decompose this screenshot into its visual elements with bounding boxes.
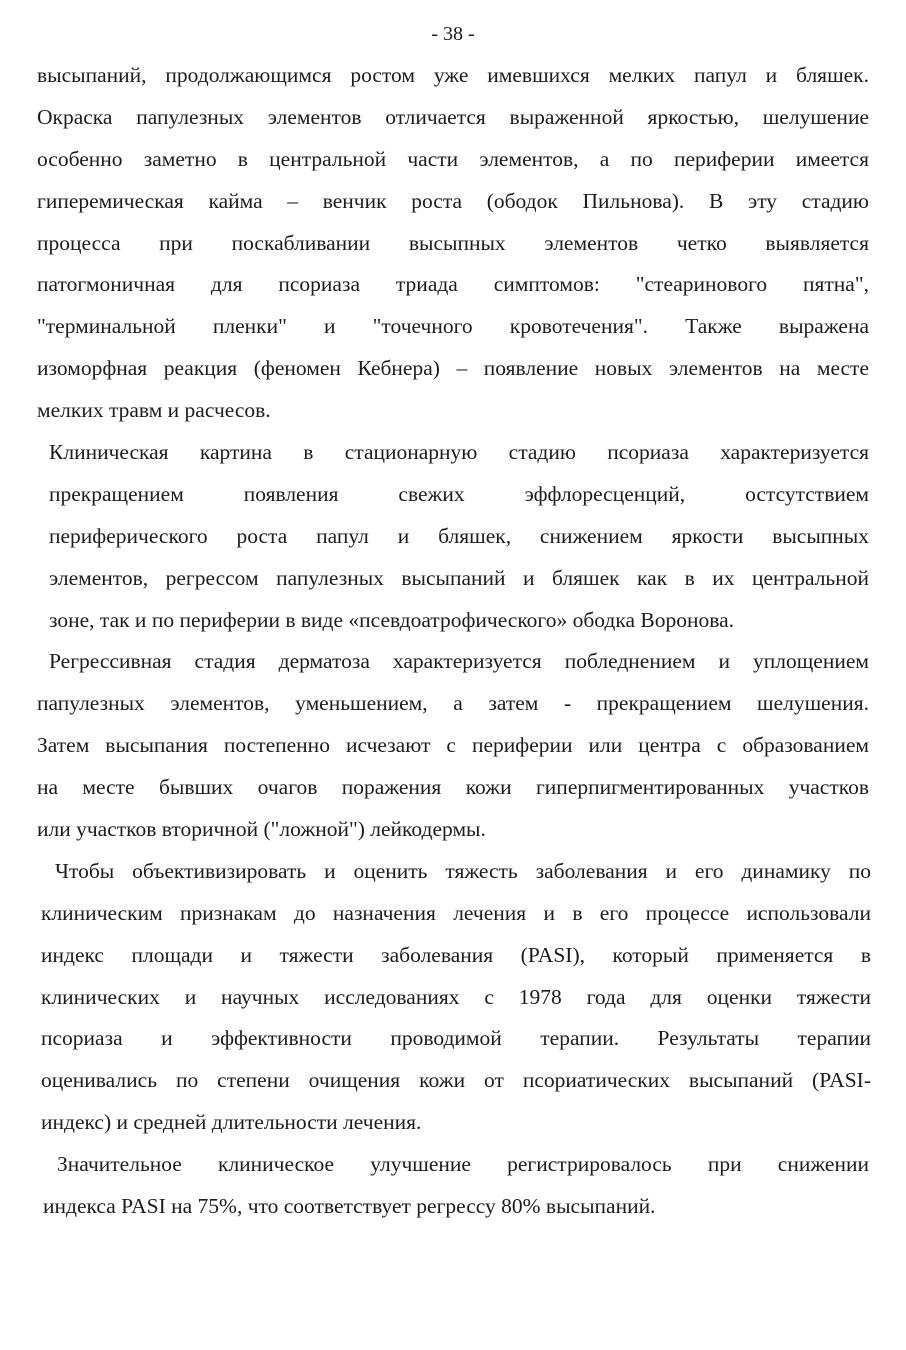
text-line: гиперемическая кайма – венчик роста (ободок Пильнова). В эту стадию xyxy=(37,188,869,213)
text-line: мелких травм и расчесов. xyxy=(37,398,271,423)
paragraph-pasi-index xyxy=(41,851,871,1144)
text-line: псориаза и эффективности проводимой терапии. Результаты терапии xyxy=(41,1026,871,1051)
paragraph-improvement-criterion xyxy=(43,1144,869,1228)
text-line: или участков вторичной ("ложной") лейкодермы. xyxy=(37,817,486,842)
text-line: папулезных элементов, уменьшением, а затем - прекращением шелушения. xyxy=(37,691,869,716)
text-line: оценивались по степени очищения кожи от псориатических высыпаний (PASI- xyxy=(41,1068,871,1093)
page-body xyxy=(37,55,869,1228)
text-line: элементов, регрессом папулезных высыпаний и бляшек как в их центральной xyxy=(49,565,869,590)
text-line: индекс) и средней длительности лечения. xyxy=(41,1110,422,1135)
text-line: индекс площади и тяжести заболевания (PASI), который применяется в xyxy=(41,942,871,967)
text-line: на месте бывших очагов поражения кожи гиперпигментированных участков xyxy=(37,775,869,800)
text-line: клиническим признакам до назначения лечения и в его процессе использовали xyxy=(41,900,871,925)
text-line: Клиническая картина в стационарную стадию псориаза характеризуется xyxy=(49,440,869,465)
text-line: Значительное клиническое улучшение регистрировалось при снижении xyxy=(57,1152,869,1177)
text-line: Регрессивная стадия дерматоза характеризуется побледнением и уплощением xyxy=(49,649,869,674)
text-line: особенно заметно в центральной части элементов, а по периферии имеется xyxy=(37,146,869,171)
page-number: - 38 - xyxy=(431,23,475,45)
text-line: "терминальной пленки" и "точечного кровотечения". Также выражена xyxy=(37,314,869,339)
paragraph-regressive-stage xyxy=(37,641,869,850)
text-line: индекса PASI на 75%, что соответствует регрессу 80% высыпаний. xyxy=(43,1194,656,1219)
text-line: зоне, так и по периферии в виде «псевдоатрофического» ободка Воронова. xyxy=(49,607,735,632)
text-line: патогмоничная для псориаза триада симптомов: "стеаринового пятна", xyxy=(37,272,869,297)
text-line: прекращением появления свежих эффлоресценций, остсутствием xyxy=(49,481,869,506)
text-line: Чтобы объективизировать и оценить тяжесть заболевания и его динамику по xyxy=(55,858,871,883)
paragraph-continuation xyxy=(37,55,869,432)
text-line: клинических и научных исследованиях с 1978 года для оценки тяжести xyxy=(41,984,871,1009)
text-line: Затем высыпания постепенно исчезают с периферии или центра с образованием xyxy=(37,733,869,758)
text-line: Окраска папулезных элементов отличается выраженной яркостью, шелушение xyxy=(37,104,869,129)
text-line: периферического роста папул и бляшек, снижением яркости высыпных xyxy=(49,523,869,548)
text-line: изоморфная реакция (феномен Кебнера) – появление новых элементов на месте xyxy=(37,356,869,381)
text-line: высыпаний, продолжающимся ростом уже имевшихся мелких папул и бляшек. xyxy=(37,63,869,87)
text-line: процесса при поскабливании высыпных элементов четко выявляется xyxy=(37,230,869,255)
paragraph-stationary-stage xyxy=(49,432,869,641)
